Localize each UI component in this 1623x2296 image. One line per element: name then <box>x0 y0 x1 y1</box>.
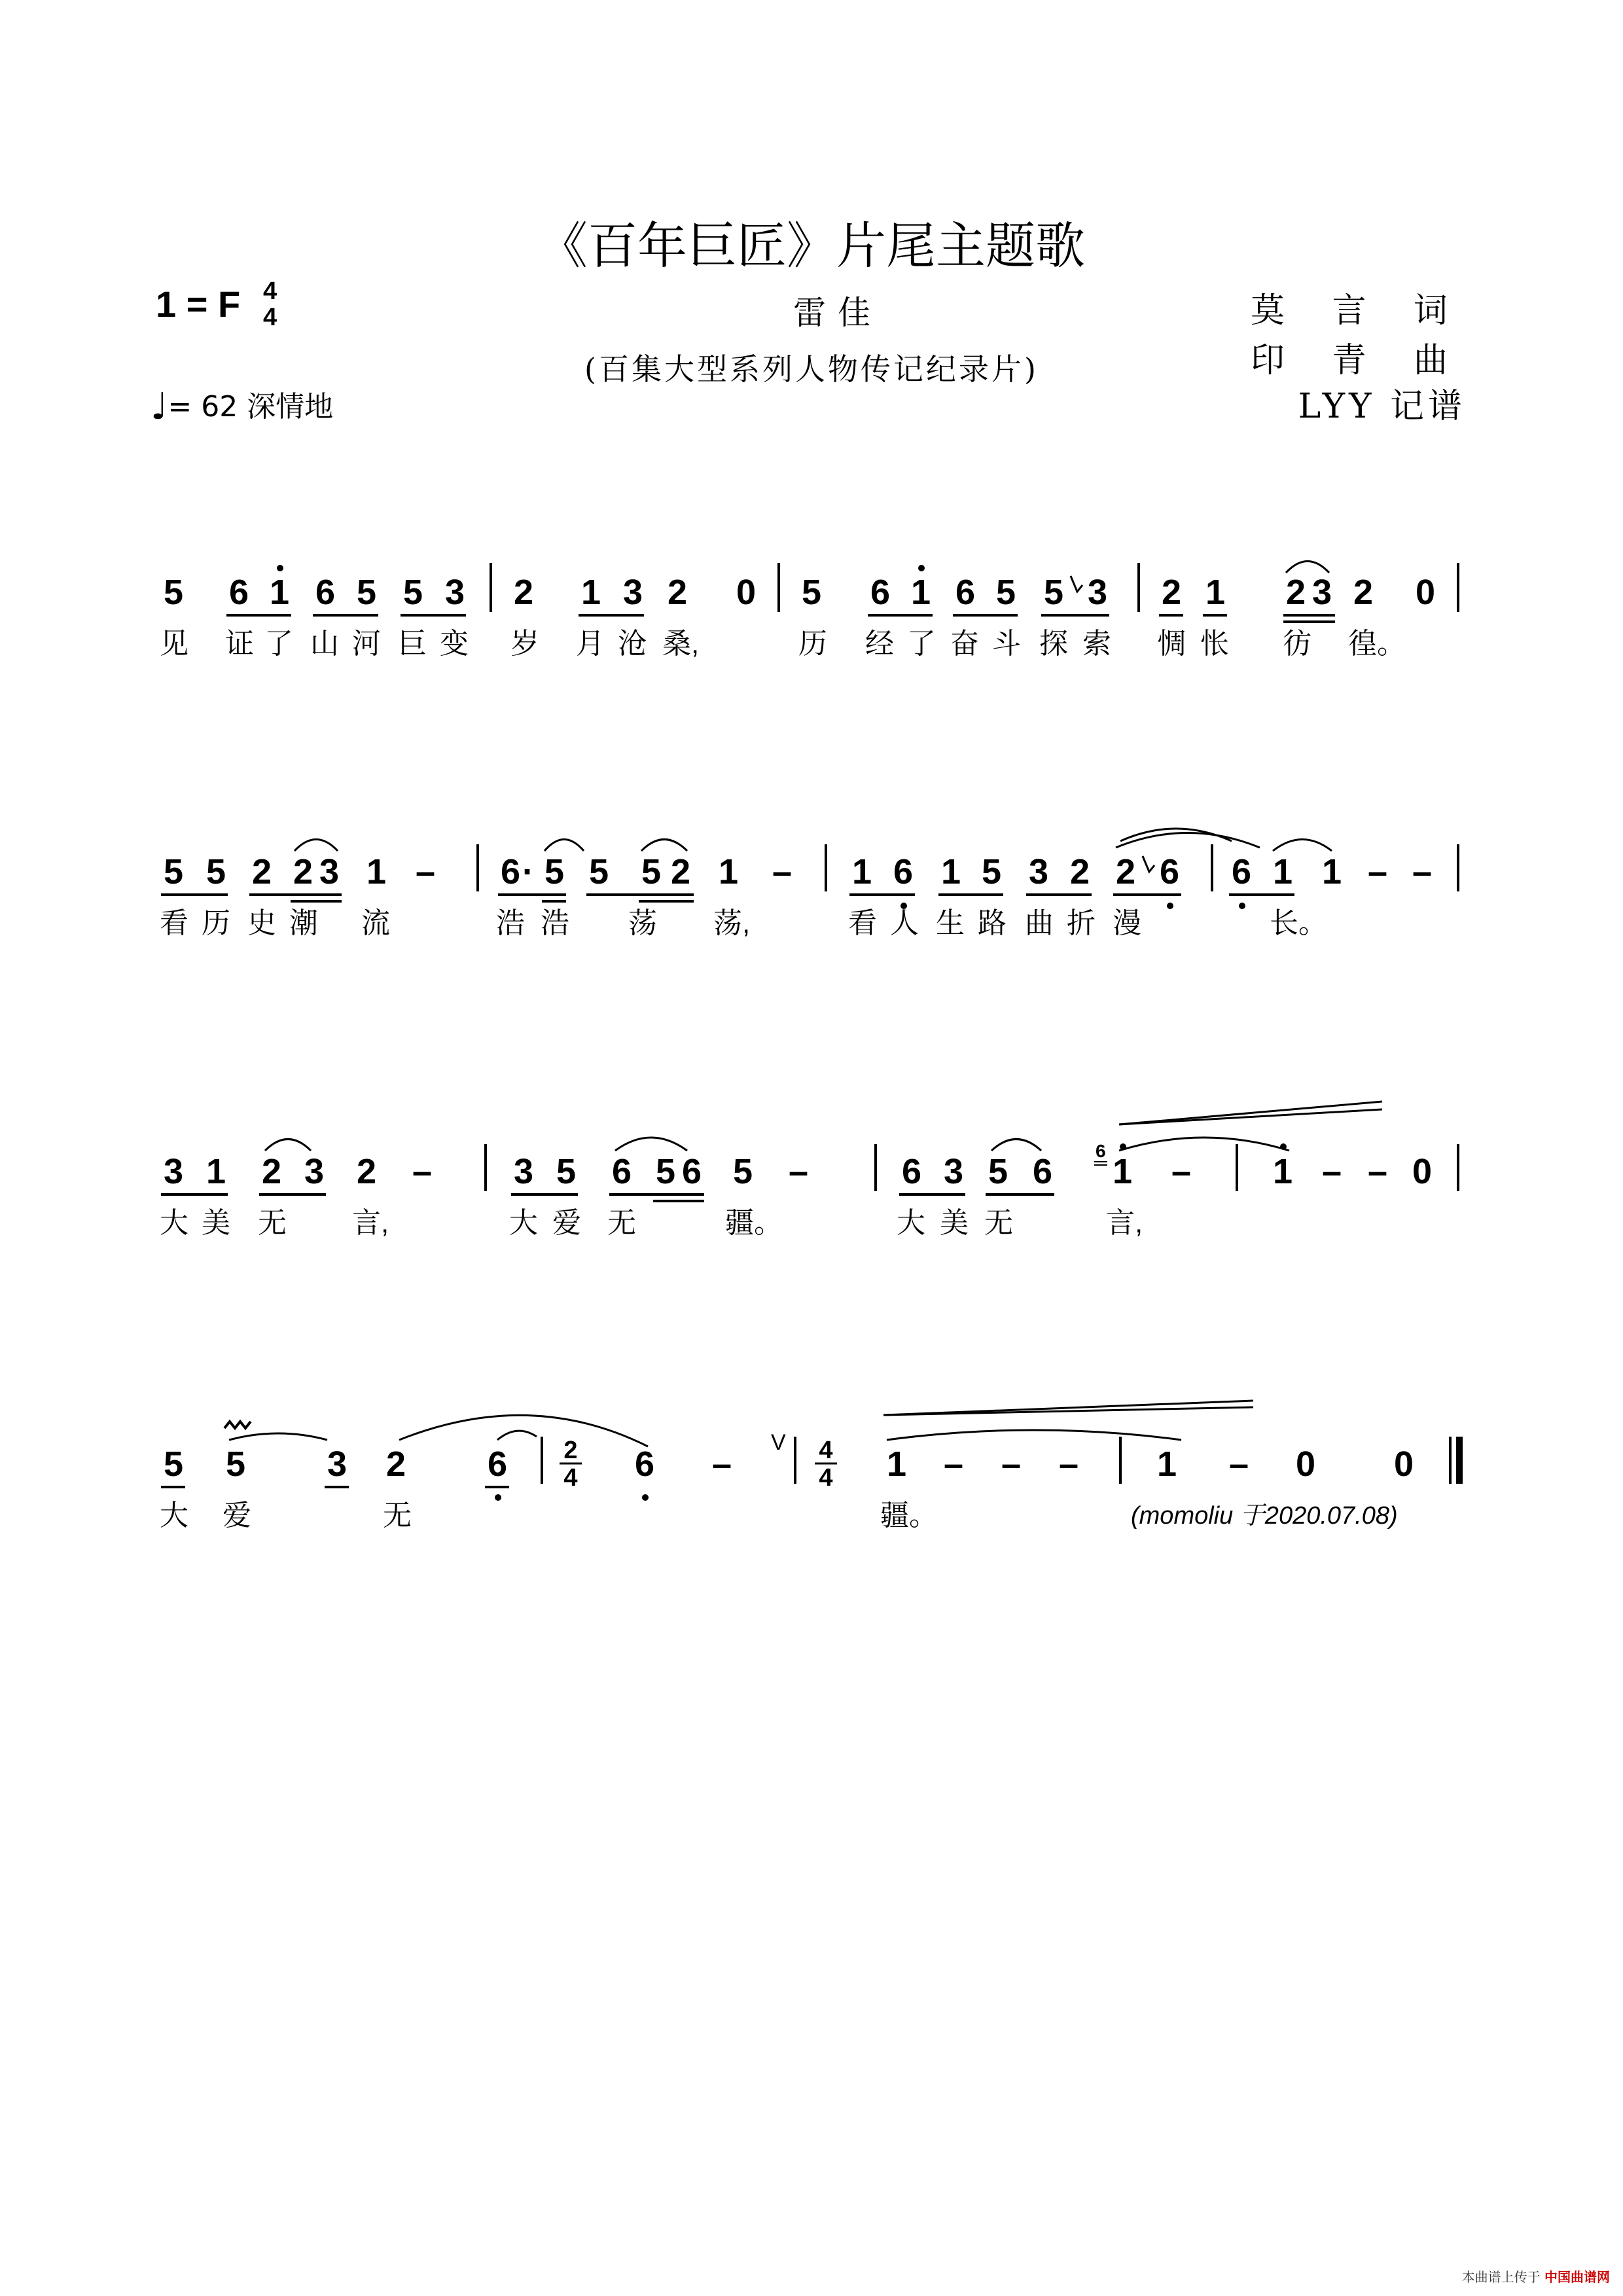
lyric: 月 <box>576 628 605 660</box>
time-signature-change-bottom: 4 <box>563 1464 578 1492</box>
note: 3 <box>1312 573 1332 612</box>
note: 2 <box>357 1152 377 1191</box>
lyric: 无 <box>984 1207 1013 1239</box>
note: 6 <box>635 1444 655 1484</box>
note: – <box>1171 1152 1192 1191</box>
lyric: 桑, <box>662 628 700 660</box>
note: 6 <box>315 573 336 612</box>
note: 5 <box>556 1152 577 1191</box>
note: – <box>1229 1444 1249 1484</box>
lyricist-credit: 莫 言 词 <box>1250 291 1466 331</box>
lyric: 索 <box>1082 628 1111 660</box>
lyric: 惆 <box>1157 628 1186 660</box>
note: – <box>1368 1152 1388 1191</box>
note: – <box>1059 1444 1079 1484</box>
note: 2 <box>1286 573 1306 612</box>
lyric: 经 <box>865 628 894 660</box>
note: 1 <box>581 573 601 612</box>
breath-mark: V <box>771 1430 786 1455</box>
note: 6 <box>1160 852 1180 891</box>
note: 6 <box>682 1152 702 1191</box>
lyric: 荡 <box>628 907 657 939</box>
lyric: 疆。 <box>880 1499 938 1532</box>
note: 0 <box>1296 1444 1316 1484</box>
note: – <box>416 852 436 891</box>
note: 6 <box>870 573 891 612</box>
lyric: 徨。 <box>1348 628 1406 660</box>
note: – <box>1412 852 1433 891</box>
note: – <box>789 1152 809 1191</box>
composer-credit: 印 青 曲 <box>1250 341 1466 380</box>
lyric: 奋 <box>950 628 979 660</box>
note: 5 <box>988 1152 1008 1191</box>
note: 2 <box>1162 573 1182 612</box>
lyric: 看 <box>160 907 188 939</box>
lyric: 岁 <box>510 628 539 660</box>
lyric: 了 <box>907 628 936 660</box>
note: 6 <box>1033 1152 1053 1191</box>
time-signature-change-bottom: 4 <box>819 1464 833 1492</box>
lyric: 河 <box>352 628 381 660</box>
lyric: 历 <box>798 628 827 660</box>
note: 3 <box>514 1152 534 1191</box>
note: 3 <box>164 1152 184 1191</box>
footer-brand[interactable]: 中国曲谱网 <box>1544 2269 1610 2285</box>
row-2 <box>160 829 1458 939</box>
lyric: 人 <box>890 907 919 939</box>
note: 5 <box>206 852 226 891</box>
lyric: 变 <box>440 628 469 660</box>
note: – <box>1001 1444 1022 1484</box>
note: 5 <box>656 1152 676 1191</box>
note: 2 <box>386 1444 406 1484</box>
lyric: 大 <box>509 1207 538 1239</box>
lyric: 山 <box>310 628 339 660</box>
note: 1 <box>1273 1152 1293 1191</box>
note: 5 <box>982 852 1002 891</box>
note: 2 <box>1353 573 1374 612</box>
note: 1 <box>941 852 961 891</box>
note: 1 <box>911 573 931 612</box>
lyric: 大 <box>160 1207 188 1239</box>
row-3 <box>160 1102 1458 1239</box>
site-footer <box>1462 2267 1610 2286</box>
lyric: 生 <box>936 907 965 939</box>
note: 5 <box>544 852 565 891</box>
note: 2 <box>262 1152 282 1191</box>
note: · <box>522 852 534 891</box>
row-1 <box>160 562 1458 660</box>
time-signature-change-top: 2 <box>563 1437 578 1464</box>
note: 2 <box>293 852 313 891</box>
note: 5 <box>403 573 423 612</box>
note: 3 <box>319 852 340 891</box>
note: 6 <box>902 1152 922 1191</box>
note: 0 <box>1412 1152 1433 1191</box>
note: 3 <box>1088 573 1108 612</box>
note: 5 <box>589 852 609 891</box>
note: 3 <box>304 1152 325 1191</box>
note: 1 <box>1273 852 1293 891</box>
note: 3 <box>445 573 465 612</box>
note: – <box>944 1444 964 1484</box>
lyric: 探 <box>1039 628 1068 660</box>
note: 5 <box>733 1152 753 1191</box>
tempo-value: = 62 <box>168 390 238 423</box>
tempo-expression: 深情地 <box>247 390 334 423</box>
lyric: 美 <box>940 1207 969 1239</box>
note: 2 <box>671 852 691 891</box>
lyric: 长。 <box>1270 907 1327 939</box>
lyric: 了 <box>264 628 293 660</box>
lyric: 曲 <box>1025 907 1054 939</box>
note: 1 <box>1157 1444 1177 1484</box>
note: 1 <box>1113 1152 1133 1191</box>
quarter-note-icon: ♩ <box>151 386 168 428</box>
note: 5 <box>1044 573 1064 612</box>
note: 6 <box>955 573 976 612</box>
time-signature-change-top: 4 <box>819 1437 833 1464</box>
grace-note: 6 <box>1096 1141 1106 1161</box>
time-signature-top: 4 <box>263 278 277 305</box>
note: 6 <box>229 573 249 612</box>
lyric: 无 <box>383 1499 412 1532</box>
lyric: 沧 <box>618 628 647 660</box>
lyric: 大 <box>897 1207 925 1239</box>
note: 1 <box>1322 852 1342 891</box>
lyric: 漫 <box>1113 907 1141 939</box>
lyric: 荡, <box>713 907 751 939</box>
note: 5 <box>164 852 184 891</box>
note: 5 <box>357 573 377 612</box>
note: – <box>412 1152 433 1191</box>
note: 1 <box>719 852 739 891</box>
note: 3 <box>1029 852 1049 891</box>
key-signature: 1 = F <box>156 283 241 325</box>
lyric: 看 <box>848 907 877 939</box>
singer: 雷佳 <box>793 294 882 332</box>
note: 5 <box>164 573 184 612</box>
song-title: 《百年巨匠》片尾主题歌 <box>538 217 1085 275</box>
transcriber-credit: LYY 记谱 <box>1298 387 1466 426</box>
note: 5 <box>996 573 1016 612</box>
lyric: 巨 <box>398 628 427 660</box>
row-4 <box>160 1401 1459 1532</box>
note: 1 <box>270 573 290 612</box>
note: 1 <box>366 852 387 891</box>
lyric: 爱 <box>223 1499 251 1532</box>
lyric: 史 <box>247 907 276 939</box>
note: 6 <box>501 852 521 891</box>
footer-text: 本曲谱上传于 <box>1461 2269 1541 2285</box>
lyric: 彷 <box>1283 628 1311 660</box>
note: 5 <box>164 1444 184 1484</box>
lyric: 言, <box>1106 1207 1143 1239</box>
lyric: 见 <box>160 628 188 660</box>
note: 3 <box>944 1152 964 1191</box>
subtitle: (百集大型系列人物传记纪录片) <box>584 351 1039 387</box>
lyric: 潮 <box>289 907 318 939</box>
lyric: 折 <box>1067 907 1096 939</box>
note: 2 <box>252 852 272 891</box>
lyric: 无 <box>607 1207 636 1239</box>
note: 6 <box>488 1444 508 1484</box>
note: 1 <box>1205 573 1226 612</box>
lyric: 疆。 <box>725 1207 783 1239</box>
note: – <box>1368 852 1388 891</box>
time-signature-bottom: 4 <box>263 304 277 331</box>
note: 3 <box>623 573 643 612</box>
note: – <box>1322 1152 1342 1191</box>
lyric: 浩 <box>541 907 569 939</box>
lyric: 历 <box>202 907 230 939</box>
lyric: 证 <box>225 628 254 660</box>
note: – <box>772 852 793 891</box>
lyric: 爱 <box>552 1207 581 1239</box>
note: 5 <box>802 573 822 612</box>
lyric: 大 <box>160 1499 188 1532</box>
note: 0 <box>1416 573 1436 612</box>
lyric: 言, <box>352 1207 389 1239</box>
note: 6 <box>893 852 914 891</box>
note: 2 <box>1116 852 1136 891</box>
transcriber-signature: (momoliu 于2020.07.08) <box>1131 1502 1398 1530</box>
note: 5 <box>226 1444 246 1484</box>
lyric: 路 <box>978 907 1007 939</box>
note: 1 <box>206 1152 226 1191</box>
note: 1 <box>887 1444 907 1484</box>
lyric: 流 <box>361 907 390 939</box>
note: – <box>712 1444 732 1484</box>
note: 6 <box>1232 852 1252 891</box>
note: 6 <box>612 1152 632 1191</box>
note: 0 <box>736 573 757 612</box>
note: 2 <box>668 573 688 612</box>
lyric: 斗 <box>992 628 1021 660</box>
lyric: 怅 <box>1200 628 1229 660</box>
lyric: 无 <box>258 1207 287 1239</box>
lyric: 浩 <box>496 907 525 939</box>
note: 0 <box>1394 1444 1414 1484</box>
note: 2 <box>1070 852 1090 891</box>
lyric: 美 <box>202 1207 230 1239</box>
note: 3 <box>327 1444 348 1484</box>
note: 5 <box>641 852 662 891</box>
note: 2 <box>514 573 534 612</box>
note: 1 <box>852 852 872 891</box>
